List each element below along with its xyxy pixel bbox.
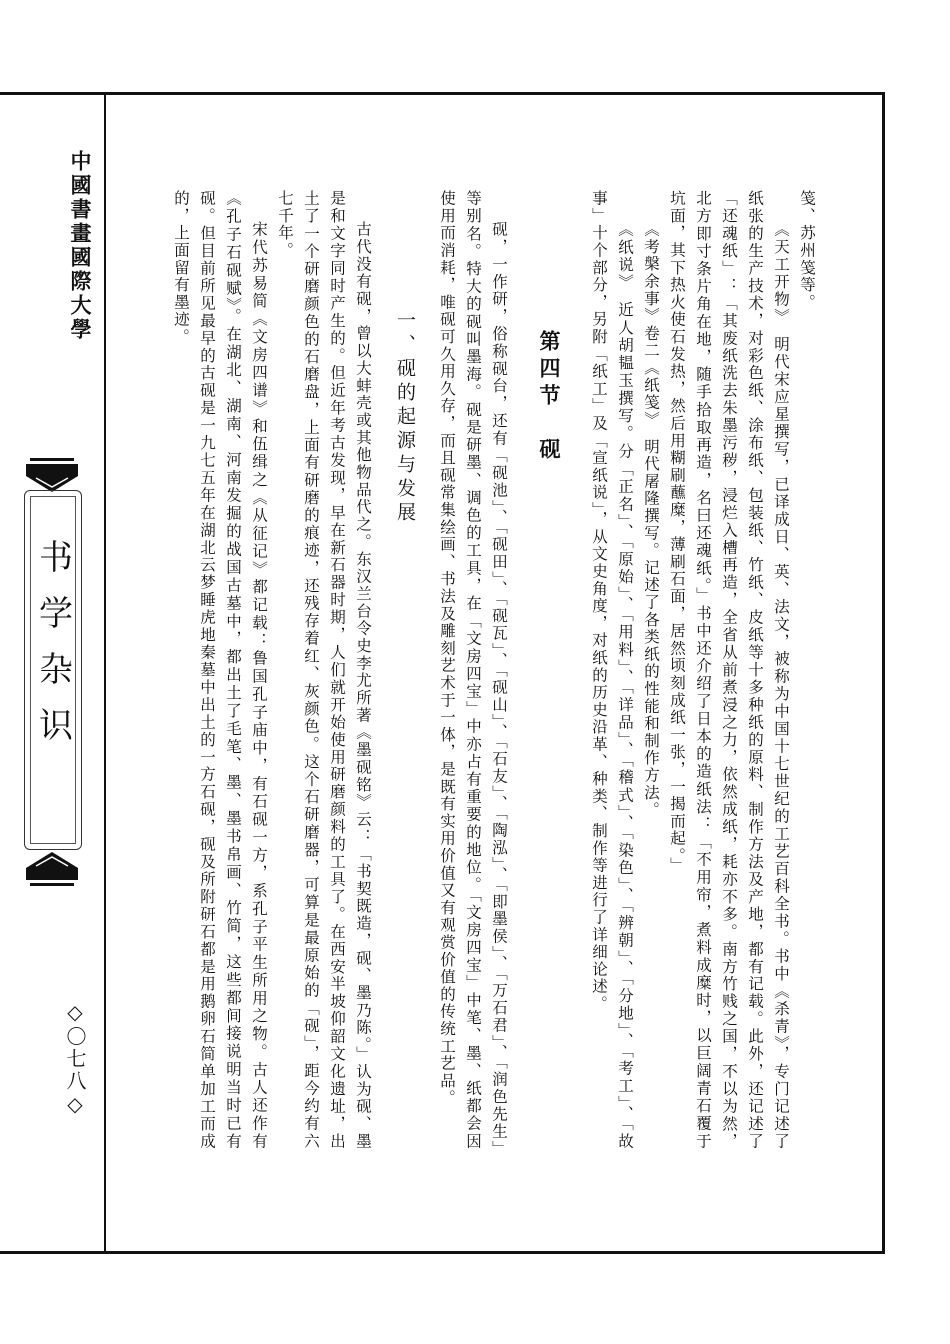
school-name: 中國書畫國際大學 [68,150,92,342]
body-text [140,190,820,1150]
ornament-top-icon [22,458,82,494]
spine-divider [104,92,106,1251]
sub-title: 一、砚的起源与发展 [394,310,416,526]
paragraph-1: 笺、苏州笺等。 [798,190,816,312]
paragraph-2: 《天工开物》 明代宋应星撰写，已译成日、英、法文，被称为中国十七世纪的工艺百科全书。书中《杀青》，专门记述了纸张的生产技术，对彩色纸、涂布纸、包装纸、竹纸、皮纸等十多种纸的原料、制作方法及产地，都有记载。此外，还记述了「还魂纸」：「其废纸洗去朱墨污秽，浸烂入槽再造，全省从前煮浸之力，依然成纸，耗亦不多。南方竹贱之国，不以为然，北方即寸条片角在地，随手拾取再造，名曰还魂纸。」书中还介绍了日本的造纸法：「不用帘，煮料成糜时，以巨阔青石覆于坑面，其下热火使石发热，然后用糊刷蘸糜，薄刷石面，居然顷刻成纸一张，一揭而起。」 [668,190,790,1150]
book-title: 书学杂识 [32,539,73,763]
book-title-cartouche [24,490,82,850]
paragraph-4: 《纸说》 近人胡韫玉撰写。分「正名」、「原始」、「用料」、「详品」、「稽式」、「染色」、「辨朝」、「分地」、「考工」、「故事」十个部分，另附「纸工」及「宣纸说」，从文史角度，对纸的历史沿革、种类、制作等进行了详细论述。 [590,190,634,1150]
paragraph-6: 古代没有砚，曾以大蚌壳或其他物品代之。东汉兰台令史李尤所著《墨砚铭》云：「书契既造，砚、墨乃陈。」认为砚、墨是和文字同时产生的。但近年考古发现，早在新石器时期，人们就开始使用研磨颜料的工具了。在西安半坡仰韶文化遗址，出土了一个研磨颜色的石磨盘，上面有研磨的痕迹，还残存着红、灰颜色。这个石研磨器，可算是最原始的「砚」，距今约有六七千年。 [276,190,372,1150]
page-number: ◇〇七八◇ [63,1000,87,1118]
paragraph-3: 《考槃余事》卷二《纸笺》 明代屠隆撰写。记述了各类纸的性能和制作方法。 [642,221,660,819]
paragraph-7: 宋代苏易简《文房四谱》和伍缉之《从征记》都记载：鲁国孔子庙中，有石砚一方，系孔子平生所用之物。古人还作有《孔子石砚赋》。在湖北、湖南、河南发掘的战国古墓中，都出土了毛笔、墨、墨书帛画、竹简，这些都间接说明当时已有砚。但目前所见最早的古砚是一九七五年在湖北云梦睡虎地秦墓中出土的一方石砚，砚及所附研石都是用鹅卵石简单加工而成的，上面留有墨迹。 [172,190,268,1150]
ornament-bottom-icon [22,850,82,886]
section-title: 第四节 砚 [537,330,561,465]
paragraph-5: 砚，一作研，俗称砚台，还有「砚池」、「砚田」、「砚瓦」、「砚山」、「石友」、「陶泓」、「即墨侯」、「万石君」、「润色先生」等别名。特大的砚叫墨海。砚是研墨、调色的工具，在「文房四宝」中亦占有重要的地位。「文房四宝」中笔、墨、纸都会因使用而消耗，唯砚可久用久存，而且砚常集绘画、书法及雕刻艺术于一体，是既有实用价值又有观赏价值的传统工艺品。 [438,190,508,1150]
